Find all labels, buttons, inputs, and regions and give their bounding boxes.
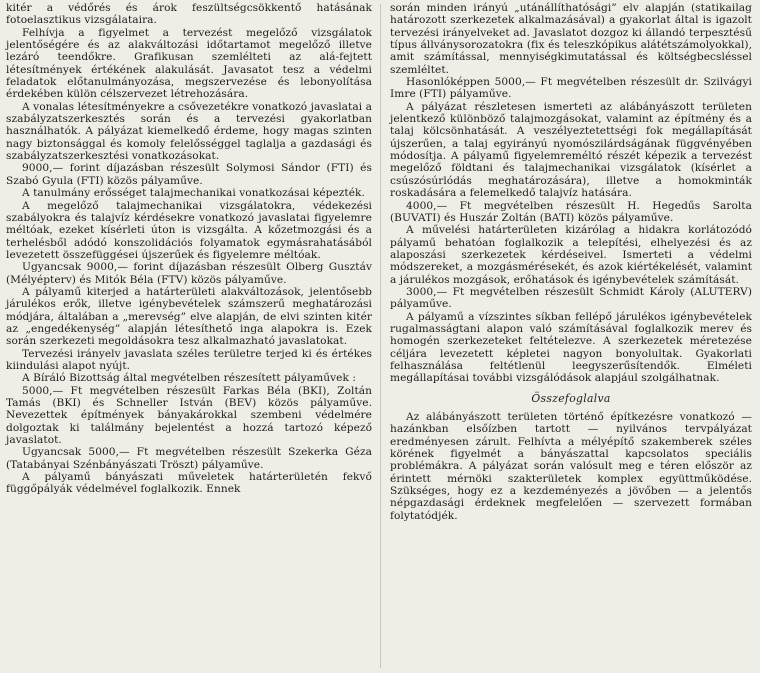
paragraph: 5000,— Ft megvételben részesült Farkas Béla (BKI), Zoltán Tamás (BKI) és Schneller István (BEV) közös pályaműve. Nevezettek építmények bányakárokkal szembeni védelmére dolgoztak ki találmány bejelentést a hozzá tartozó képező javaslatot. [6, 384, 372, 447]
column-divider [380, 4, 381, 668]
paragraph: Az alábányászott területen történő építkezésre vonatkozó — hazánkban elsőízben tartott — nyilvános tervpályázat eredményesen zárult. Felhívta a mélyépítő szakemberek széles körének figyelmét a bányászattal kapcsolatos speciális problémákra. A pályázat során valósult meg e téren először az érintett mérnöki szakterületek komplex együttműködése. Szükséges, hogy ez a kezdeményezés a jövőben — a jelentős népgazdasági érdeknek megfelelően — szervezett formában folytatódjék. [390, 411, 752, 522]
paragraph: kitér a védőrés és árok feszültségcsökkentő hatásának fotoelasztikus vizsgálataira. [6, 2, 372, 27]
paragraph: A pályamű a vízszintes síkban fellépő járulékos igénybevételek rugalmasságtani alapon való számításával foglalkozik merev és homogén szerkezeteket feltételezve. A szerkezetek méretezése céljára levezetett képletei nagyon bonyolultak. Gyakorlati felhasználása feltétlenül leegyszerűsítendők. Elméleti megállapításai további vizsgálódások alapjául szolgálhatnak. [390, 310, 752, 385]
paragraph: Ugyancsak 5000,— Ft megvételben részesült Szekerka Géza (Tatabányai Szénbányászati Tröszt) pályaműve. [6, 446, 372, 471]
paragraph: A pályamű bányászati műveletek határterületén fekvő függőpályák védelmével foglalkozik. Ennek [6, 471, 372, 496]
left-column [6, 2, 372, 496]
paragraph: A pályázat részletesen ismerteti az alábányászott területen jelentkező különböző talajmozgásokat, valamint az építmény és a talaj kölcsönhatását. A veszélyeztetettségi fok megállapítását újszerűen, a talaj egyirányú nyomószilárdságának függvényében módosítja. A pályamű figyelemreméltó részét képezik a tervezést megelőző földtani és talajmechanikai vizsgálatok (kísérlet a csúszósúrlódás meghatározására), illetve a homokminták roskadására a felemelkedő talajvíz hatására. [390, 100, 752, 200]
paragraph: Felhívja a figyelmet a tervezést megelőző vizsgálatok jelentőségére és az alakváltozási időtartamot megelőző illetve lezáró teendőkre. Grafikusan szemlélteti az alá-fejtett létesítmények értékének alakulását. Javasatot tesz a védelmi feladatok előtanulmányozása, megszervezése és lebonyolítása érdekében külön célszervezet létrehozására. [6, 26, 372, 101]
paragraph: A tanulmány erősséget talajmechanikai vonatkozásai képezték. [22, 187, 365, 200]
paragraph: A Bíráló Bizottság által megvételben részesített pályaművek : [22, 372, 356, 385]
paragraph: A művelési határterületen kizárólag a hidakra korlátozódó pályamű behatóan foglalkozik a telepítési, elhelyezési és az alaposzási szerkezetek kérdéseivel. Ismerteti a védelmi módszereket, a mozgásmérésekét, és azok kiértékelését, valamint a járulékos mozgások, erőhatások és igénybevételek számítását. [390, 224, 752, 286]
right-column [390, 2, 752, 522]
paragraph: Ugyancsak 9000,— forint díjazásban részesült Olberg Gusztáv (Mélyépterv) és Mitók Béla (FTV) közös pályaműve. [6, 261, 372, 286]
paragraph: A vonalas létesítményekre a csővezetékre vonatkozó javaslatai a szabályzatszerkesztés során és a tervezési gyakorlatban használhatók. A pályázat kiemelkedő érdeme, hogy magas szinten nagy biztonsággal és komoly felelősséggel taglalja a gazdasági és szabályzatszerkesztési vonatkozásokat. [6, 100, 372, 163]
paragraph: 4000,— Ft megvételben részesült H. Hegedűs Sarolta (BUVATI) és Huszár Zoltán (BATI) közös pályaműve. [390, 199, 752, 224]
paragraph: Tervezési irányelv javaslata széles területre terjed ki és értékes kiindulási alapot nyújt. [6, 347, 372, 372]
paragraph: A pályamű kiterjed a határterületi alakváltozások, jelentősebb járulékos erők, illetve igénybevételek számszerű meghatározási módjára, általában a „merevség” elve alapján, de elvi szinten kitér az „engedékenység” alapján létesíthető inga alapokra is. Ezek során szerkezeti megoldásokra tesz alkalmazható javaslatokat. [6, 285, 372, 348]
paragraph: 9000,— forint díjazásban részesült Solymosi Sándor (FTI) és Szabó Gyula (FTI) közös pályaműve. [6, 162, 372, 187]
section-heading: Összefoglalva [531, 391, 611, 405]
paragraph: 3000,— Ft megvételben részesült Schmidt Károly (ALUTERV) pályaműve. [390, 285, 752, 311]
paragraph: A megelőző talajmechanikai vizsgálatokra, védekezési szabályokra és talajvíz kérdésekre vonatkozó javaslatai figyelemre méltóak, ezeket kísérleti úton is vizsgálta. A kőzetmozgási és a terhelésből adódó konszolidációs folyamatok egymásrahatásából levezetett összefüggései újszerűek és figyelemre méltóak. [6, 199, 372, 261]
paragraph: Hasonlóképpen 5000,— Ft megvételben részesült dr. Szilvágyi Imre (FTI) pályaműve. [390, 76, 752, 101]
paragraph: során minden irányú „utánállíthatósági” elv alapján (statikailag határozott szerkezetek alkalmazásával) a gyakorlat által is igazolt tervezési irányelveket ad. Javaslatot dozgoz ki állandó terpesztésű típus állványsorozatokra (fix és teleszkópikus alátétszámolyokkal), amit számítással, mennyiségkimutatással és költségbecsléssel szemléltet. [390, 2, 752, 76]
